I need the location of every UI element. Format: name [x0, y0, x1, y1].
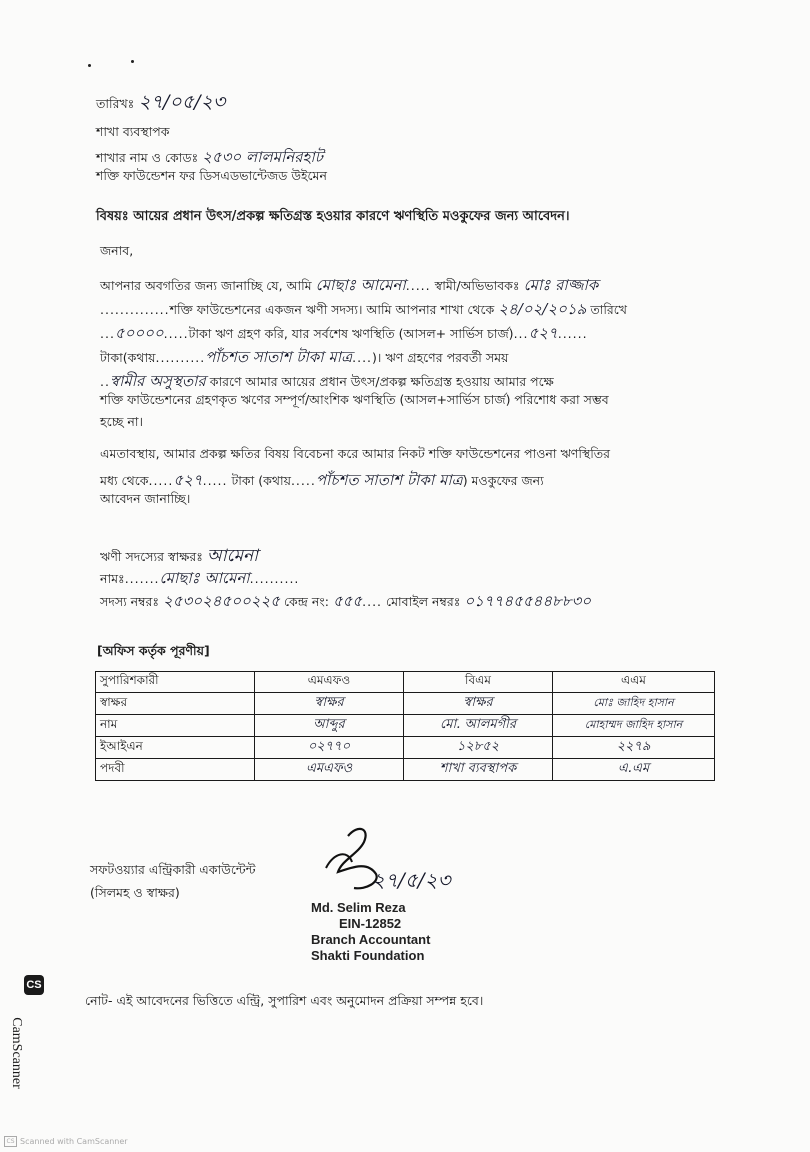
center-value: ৫৫৫: [332, 592, 363, 610]
member-signature: আমেনা: [206, 546, 259, 566]
body-text: টাকা ঋণ গ্রহণ করি, যার সর্বশেষ ঋণস্থিতি (আসল+ সার্ভিস চার্জ): [188, 326, 514, 341]
body-line-6: শক্তি ফাউন্ডেশনের গ্রহণকৃত ঋণের সম্পূর্ণ/আংশিক ঋণস্থিতি (আসল+সার্ভিস চার্জ) পরিশোধ করা সম্ভব: [100, 392, 609, 407]
table-row: [96, 693, 715, 715]
body-text: আপনার অবগতির জন্য জানাচ্ছি যে, আমি: [100, 278, 312, 293]
camscanner-watermark: [8, 975, 46, 1105]
table-row: [96, 715, 715, 737]
body-line-7: হচ্ছে না।: [100, 414, 143, 429]
waiver-words-handwritten: পাঁচশত সাতাশ টাকা মাত্র: [315, 471, 463, 489]
body-text: কারণে আমার আয়ের প্রধান উৎস/প্রকল্প ক্ষতিগ্রস্ত হওয়ায় আমার পক্ষে: [209, 374, 554, 389]
member-id-value: ২৫৩০২৪৫০০২২৫: [163, 592, 280, 610]
date-line: [96, 88, 225, 120]
accountant-seal-note: (সিলমহ ও স্বাক্ষর): [90, 885, 180, 900]
loan-amount-handwritten: ৫০০০০: [114, 324, 164, 342]
guardian-name-handwritten: মোঃ রাজ্জাক: [523, 276, 599, 294]
body-text: টাকা(কথায়: [100, 350, 156, 365]
accountant-label: সফটওয়্যার এন্ট্রিকারী একাউন্টেন্ট: [90, 862, 256, 877]
bm-signature: স্বাক্ষর: [404, 693, 553, 715]
body-line-2: ..............শক্তি ফাউন্ডেশনের একজন ঋণী সদস্য। আমি আপনার শাখা থেকে ২৪/০২/২০১৯ তারিখে: [100, 300, 627, 318]
camscanner-text: CamScanner: [8, 1017, 24, 1089]
stamp-name: Md. Selim Reza: [311, 900, 406, 915]
accountant-stamp: [311, 900, 471, 964]
organization-name: শক্তি ফাউন্ডেশন ফর ডিসএডভান্টেজড উইমেন: [96, 168, 327, 183]
scan-footer-text: Scanned with CamScanner: [20, 1137, 128, 1146]
body-line-4: টাকা(কথায়..........পাঁচশত সাতাশ টাকা মাত্র....)। ঋণ গ্রহণের পরবর্তী সময়: [100, 348, 509, 366]
am-name: মোহাম্মদ জাহিদ হাসান: [553, 715, 715, 737]
row-label: পদবী: [96, 759, 255, 781]
bm-name: মো. আলমগীর: [404, 715, 553, 737]
body-line-5: ..স্বামীর অসুস্থতার কারণে আমার আয়ের প্রধান উৎস/প্রকল্প ক্ষতিগ্রস্ত হওয়ায় আমার পক্ষে: [100, 372, 554, 390]
member-signature-label: ঋণী সদস্যের স্বাক্ষরঃ: [100, 549, 203, 564]
body-text: স্বামী/অভিভাবকঃ: [434, 278, 520, 293]
member-name-line: নামঃ.......মোছাঃ আমেনা..........: [100, 569, 300, 587]
mobile-value: ০১৭৭৪৫৫৪৪৮৮৩০: [464, 592, 592, 610]
bm-ein: ১২৮৫২: [404, 737, 553, 759]
mobile-label: মোবাইল নম্বরঃ: [386, 594, 461, 609]
accountant-signature-date: ২৭/৫/২৩: [372, 868, 451, 892]
row-label: নাম: [96, 715, 255, 737]
member-id-line: সদস্য নম্বরঃ ২৫৩০২৪৫০০২২৫ কেন্দ্র নং: ৫৫৫.... মোবাইল নম্বরঃ ০১৭৭৪৫৫৪৪৮৮৩০: [100, 592, 592, 610]
stamp-title: Branch Accountant: [311, 932, 431, 947]
date-value: ২৭/০৫/২৩: [138, 91, 226, 113]
body-line-10: আবেদন জানাচ্ছি।: [100, 491, 191, 506]
center-label: কেন্দ্র নং:: [283, 594, 329, 609]
am-ein: ২২৭৯: [553, 737, 715, 759]
stamp-ein: EIN-12852: [339, 916, 402, 931]
bm-designation: শাখা ব্যবস্থাপক: [404, 759, 553, 781]
date-label: তারিখঃ: [96, 96, 135, 111]
scan-speck: [88, 64, 91, 67]
row-label: স্বাক্ষর: [96, 693, 255, 715]
body-text: শক্তি ফাউন্ডেশনের একজন ঋণী সদস্য। আমি আপনার শাখা থেকে: [169, 302, 495, 317]
body-line-1: আপনার অবগতির জন্য জানাচ্ছি যে, আমি মোছাঃ আমেনা..... স্বামী/অভিভাবকঃ মোঃ রাজ্জাক: [100, 276, 599, 294]
body-text: )। ঋণ গ্রহণের পরবর্তী সময়: [372, 350, 509, 365]
mfo-designation: এমএফও: [255, 759, 404, 781]
body-text: টাকা (কথায়: [231, 473, 291, 488]
loan-date-handwritten: ২৪/০২/২০১৯: [498, 300, 587, 318]
mfo-signature: স্বাক্ষর: [255, 693, 404, 715]
scan-footer: [4, 1136, 128, 1147]
body-text: ) মওকুফের জন্য: [462, 473, 544, 488]
member-name-handwritten: মোছাঃ আমেনা: [315, 276, 406, 294]
column-header: এমএফও: [255, 672, 404, 693]
letter-subject: বিষয়ঃ আয়ের প্রধান উৎস/প্রকল্প ক্ষতিগ্রস্ত হওয়ার কারণে ঋণস্থিতি মওকুফের জন্য আবেদন।: [96, 209, 570, 224]
am-designation: এ.এম: [553, 759, 715, 781]
camscanner-logo-icon: CS: [24, 975, 44, 995]
table-header-row: [96, 672, 715, 693]
balance-handwritten: ৫২৭: [528, 324, 558, 342]
mfo-name: আব্দুর: [255, 715, 404, 737]
stamp-organization: Shakti Foundation: [311, 948, 425, 963]
salutation: জনাব,: [100, 243, 134, 258]
camscanner-mini-icon: CS: [4, 1136, 17, 1147]
body-line-9: মধ্য থেকে.....৫২৭..... টাকা (কথায়.....পাঁচশত সাতাশ টাকা মাত্র) মওকুফের জন্য: [100, 471, 544, 489]
mfo-ein: ০২৭৭০: [255, 737, 404, 759]
member-name-label: নামঃ: [100, 571, 125, 586]
balance-words-handwritten: পাঁচশত সাতাশ টাকা মাত্র: [205, 348, 353, 366]
waiver-amount-handwritten: ৫২৭: [173, 471, 203, 489]
row-label: ইআইএন: [96, 737, 255, 759]
reason-handwritten: স্বামীর অসুস্থতার: [109, 372, 206, 390]
body-line-8: এমতাবস্থায়, আমার প্রকল্প ক্ষতির বিষয় বিবেচনা করে আমার নিকট শক্তি ফাউন্ডেশনের পাওনা ঋণস্থিতির: [100, 446, 611, 461]
am-signature: মোঃ জাহিদ হাসান: [553, 693, 715, 715]
table-row: [96, 737, 715, 759]
scan-speck: [131, 60, 134, 63]
branch-value: ২৫৩০ লালমনিরহাট: [202, 148, 323, 166]
member-name-value: মোছাঃ আমেনা: [159, 569, 250, 587]
column-header: এএম: [553, 672, 715, 693]
recommendation-table: [95, 671, 715, 781]
body-text: তারিখে: [590, 302, 627, 317]
recipient-title: শাখা ব্যবস্থাপক: [96, 124, 170, 139]
member-id-label: সদস্য নম্বরঃ: [100, 594, 160, 609]
column-header: সুপারিশকারী: [96, 672, 255, 693]
footnote: নোট- এই আবেদনের ভিত্তিতে এন্ট্রি, সুপারিশ এবং অনুমোদন প্রক্রিয়া সম্পন্ন হবে।: [85, 993, 484, 1008]
table-row: [96, 759, 715, 781]
branch-label: শাখার নাম ও কোডঃ: [96, 150, 199, 165]
column-header: বিএম: [404, 672, 553, 693]
body-text: মধ্য থেকে: [100, 473, 149, 488]
office-use-heading: [অফিস কর্তৃক পূরণীয়]: [97, 643, 210, 658]
body-line-3: ...৫০০০০.....টাকা ঋণ গ্রহণ করি, যার সর্বশেষ ঋণস্থিতি (আসল+ সার্ভিস চার্জ)...৫২৭......: [100, 324, 588, 342]
